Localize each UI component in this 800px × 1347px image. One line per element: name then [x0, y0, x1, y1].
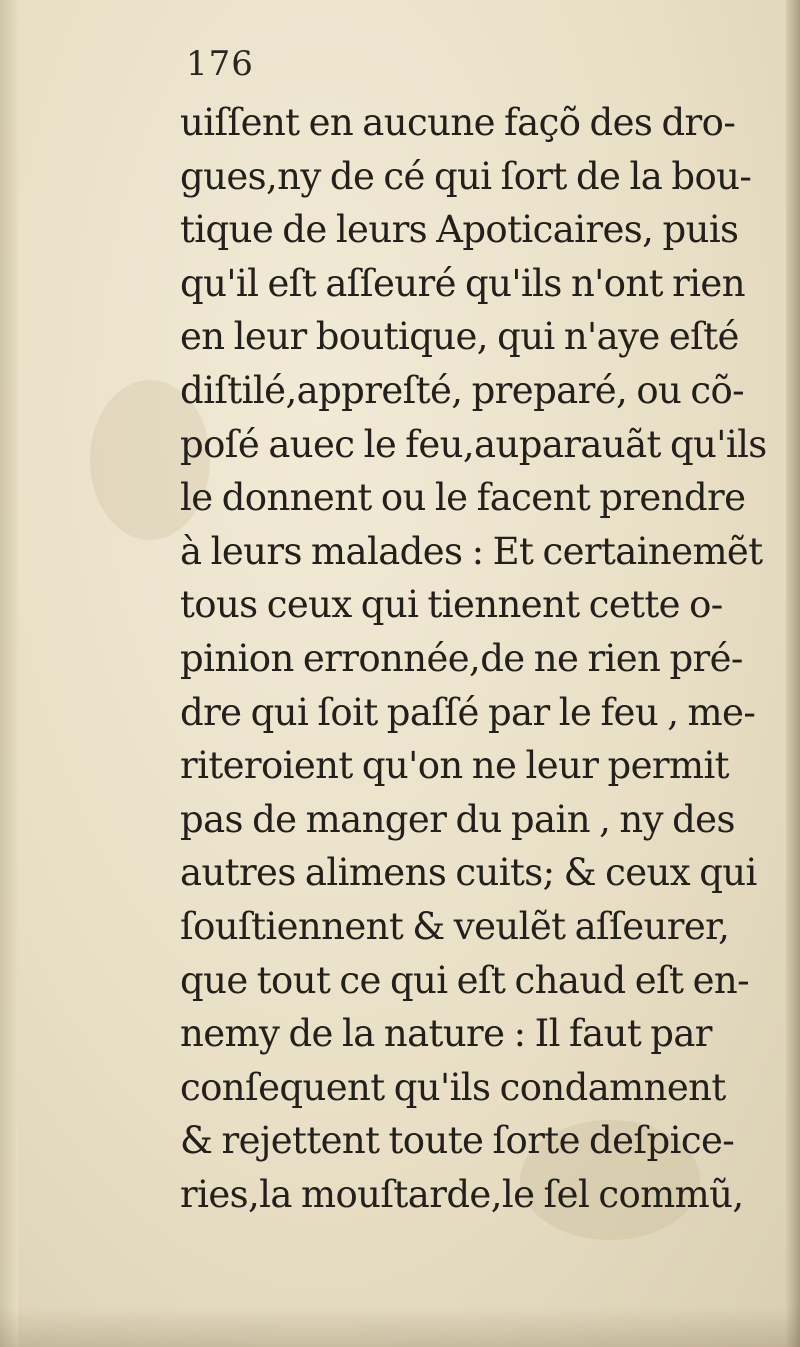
text-line: qu'il eſt aſſeuré qu'ils n'ont rien: [180, 261, 745, 305]
page-left-edge: [0, 0, 18, 1347]
text-line: riteroient qu'on ne leur permit: [180, 744, 729, 788]
text-line: dre qui ſoit paſſé par le feu , me-: [180, 690, 756, 734]
text-line: pas de manger du pain , ny des: [180, 797, 735, 841]
text-line: conſequent qu'ils condamnent: [180, 1065, 726, 1109]
text-line: tique de leurs Apoticaires, puis: [180, 208, 739, 252]
text-line: poſé auec le feu,auparauãt qu'ils: [180, 422, 767, 466]
page-bottom-shadow: [0, 1307, 800, 1347]
text-line: uiſſent en aucune façõ des dro-: [180, 101, 736, 144]
page-right-edge: [786, 0, 800, 1347]
text-line: ries,la mouſtarde,le ſel commũ,: [180, 1172, 744, 1216]
text-line: & rejettent toute ſorte deſpice-: [180, 1119, 735, 1163]
text-line: ſouſtiennent & veulẽt aſſeurer,: [180, 904, 730, 948]
text-line: nemy de la nature : Il faut par: [180, 1012, 712, 1056]
text-line: tous ceux qui tiennent cette o-: [180, 583, 723, 627]
text-line: gues,ny de cé qui ſort de la bou-: [180, 154, 752, 198]
text-line: pinion erronnée,de ne rien pré-: [180, 636, 743, 680]
text-line: à leurs malades : Et certainemẽt: [180, 529, 763, 573]
page-number: 176: [186, 44, 254, 84]
text-line: le donnent ou le facent prendre: [180, 476, 746, 520]
text-line: diſtilé,appreſté, preparé, ou cõ-: [180, 368, 745, 412]
text-line: autres alimens cuits; & ceux qui: [180, 851, 757, 895]
body-text: [180, 96, 770, 1221]
text-line: que tout ce qui eſt chaud eſt en-: [180, 958, 750, 1002]
text-line: en leur boutique, qui n'aye eſté: [180, 315, 739, 359]
